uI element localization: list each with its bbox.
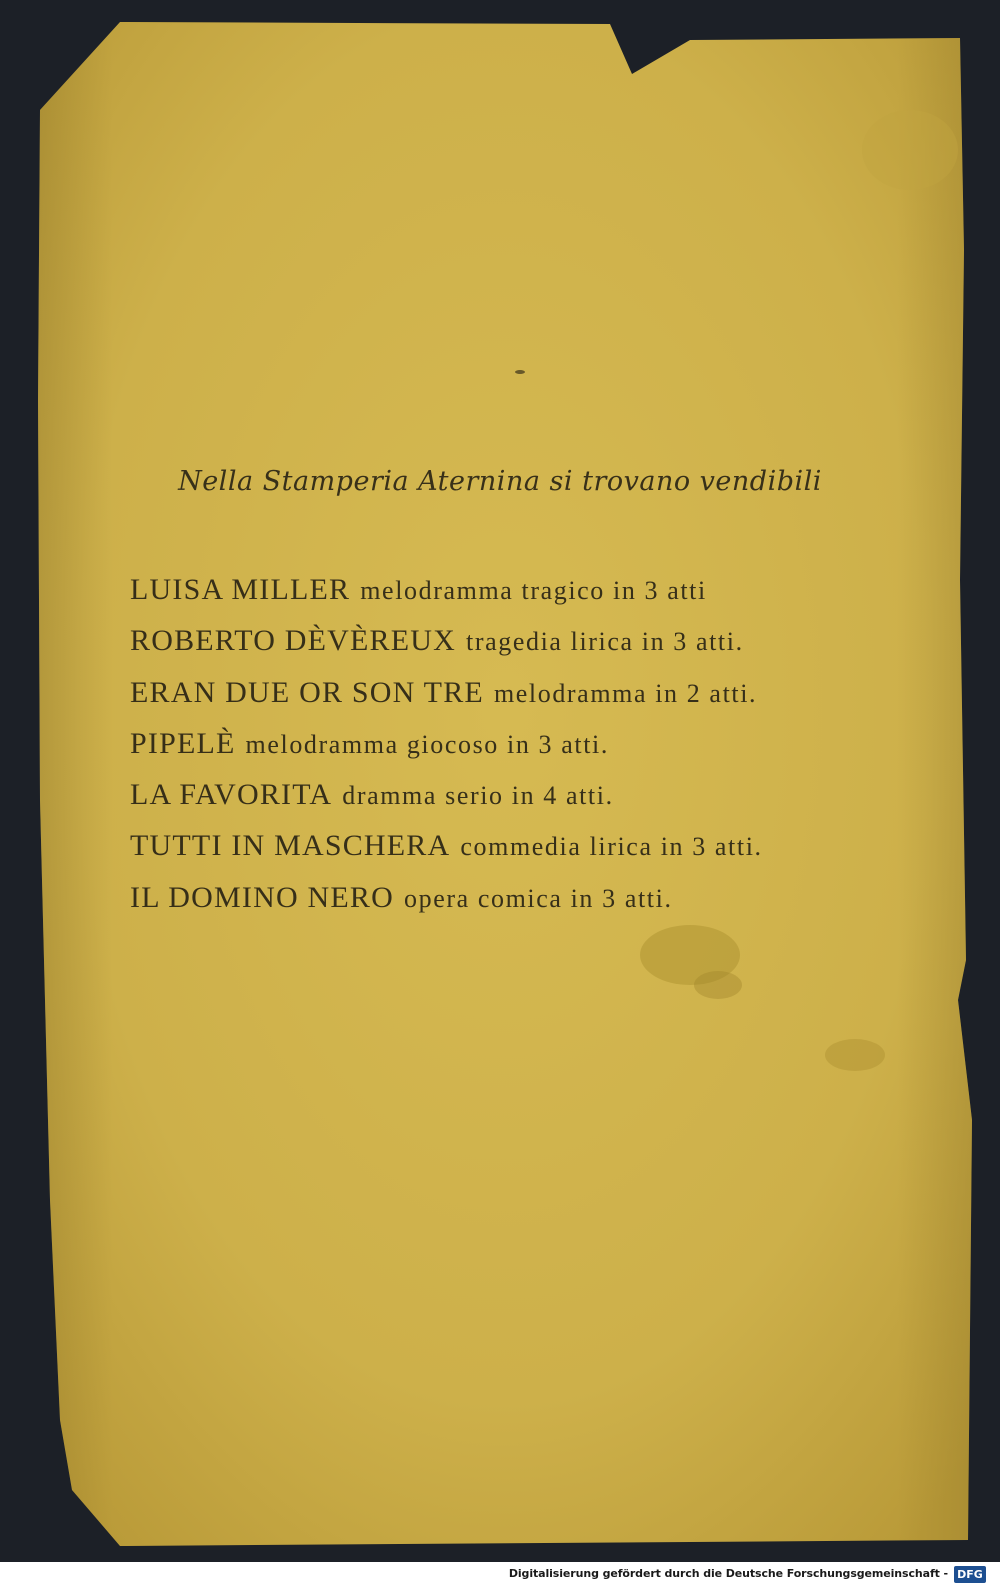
work-title: LUISA MILLER	[130, 573, 351, 606]
work-title: LA FAVORITA	[130, 778, 333, 812]
work-description: commedia lirica in 3 atti.	[460, 832, 763, 862]
work-description: opera comica in 3 atti.	[404, 883, 673, 913]
list-item	[130, 775, 890, 826]
list-item	[130, 878, 890, 929]
work-title: TUTTI IN MASCHERA	[130, 829, 451, 863]
stain	[825, 1039, 885, 1071]
list-item	[130, 570, 890, 621]
dfg-logo-icon[interactable]: DFG	[954, 1566, 986, 1583]
work-description: tragedia lirica in 3 atti.	[466, 627, 744, 657]
digitization-credit: Digitalisierung gefördert durch die Deutsche Forschungsgemeinschaft -	[508, 1567, 948, 1580]
work-description: melodramma tragico in 3 atti	[360, 576, 707, 605]
list-item	[130, 673, 890, 724]
work-title: PIPELÈ	[130, 726, 236, 760]
work-description: dramma serio in 4 atti.	[342, 781, 614, 811]
work-title: IL DOMINO NERO	[130, 880, 394, 914]
list-item	[130, 724, 890, 775]
work-title: ERAN DUE OR SON TRE	[130, 675, 484, 709]
work-description: melodramma in 2 atti.	[493, 678, 758, 708]
work-title: ROBERTO DÈVÈREUX	[130, 624, 457, 658]
notice-heading: Nella Stamperia Aternina si trovano vendibili	[178, 466, 822, 497]
works-list	[130, 570, 890, 929]
list-item	[130, 621, 890, 672]
footer-bar	[0, 1562, 1000, 1588]
list-item	[130, 826, 890, 877]
work-description: melodramma giocoso in 3 atti.	[245, 729, 609, 759]
